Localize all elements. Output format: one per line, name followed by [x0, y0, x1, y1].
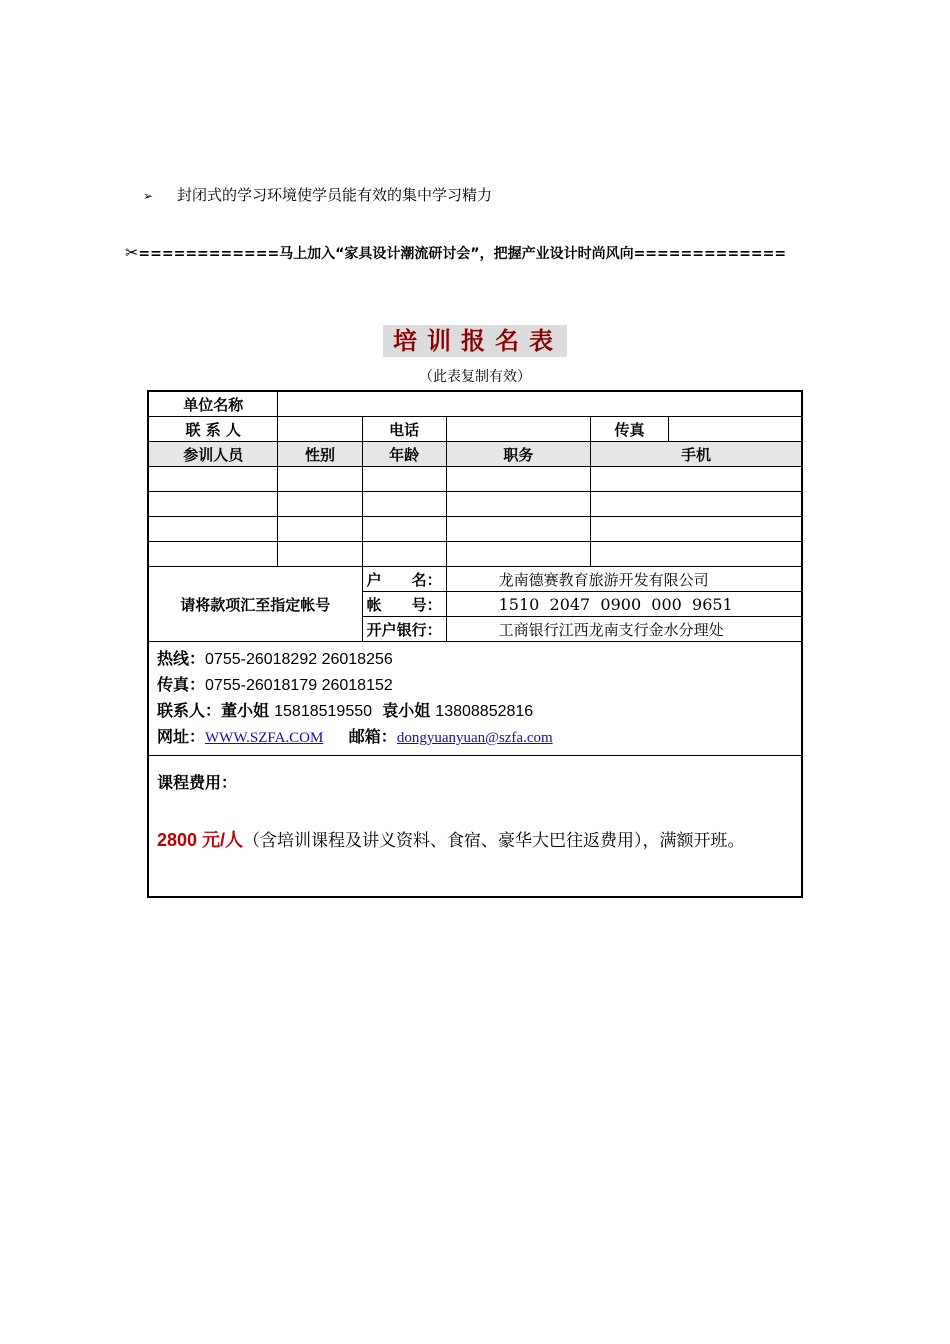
table-row	[148, 542, 802, 567]
mobile-cell[interactable]	[591, 542, 802, 567]
age-cell[interactable]	[362, 517, 446, 542]
contact-row	[148, 417, 802, 442]
payment-label: 请将款项汇至指定帐号	[148, 567, 362, 642]
mobile-cell[interactable]	[591, 517, 802, 542]
account-name-value: 龙南德赛教育旅游开发有限公司	[446, 567, 802, 592]
bank-label: 开户银行：	[362, 617, 446, 642]
phone-label: 电话	[362, 417, 446, 442]
person2-phone: 13808852816	[435, 703, 534, 720]
contact-person-label: 联 系 人	[148, 417, 278, 442]
fee-detail: （含培训课程及讲义资料、食宿、豪华大巴往返费用），满额开班。	[243, 831, 745, 851]
column-header: 性别	[278, 442, 362, 467]
gender-cell[interactable]	[278, 542, 362, 567]
contact-info-cell	[148, 642, 802, 756]
participant-name-cell[interactable]	[148, 492, 278, 517]
registration-table	[147, 390, 803, 898]
hotline-line	[157, 646, 793, 672]
age-cell[interactable]	[362, 467, 446, 492]
column-header: 年龄	[362, 442, 446, 467]
mobile-cell[interactable]	[591, 492, 802, 517]
unit-name-label: 单位名称	[148, 391, 278, 417]
phone-field[interactable]	[446, 417, 591, 442]
column-header: 职务	[446, 442, 591, 467]
column-header: 手机	[591, 442, 802, 467]
web-label: 网址：	[157, 727, 206, 746]
cut-line-text: ============马上加入“家具设计潮流研讨会”，把握产业设计时尚风向=============	[138, 246, 787, 262]
person1-name: 董小姐	[221, 701, 270, 720]
participants-header-row	[148, 442, 802, 467]
table-row	[148, 517, 802, 542]
table-row	[148, 467, 802, 492]
form-subtitle: （此表复制有效）	[419, 369, 531, 385]
fee-cell	[148, 756, 802, 898]
web-email-line	[157, 724, 793, 751]
position-cell[interactable]	[446, 542, 591, 567]
contact-fax-label: 传真：	[157, 675, 206, 694]
email-link[interactable]: dongyuanyuan@szfa.com	[396, 730, 553, 746]
participant-name-cell[interactable]	[148, 467, 278, 492]
contact-info-row	[148, 642, 802, 756]
contact-person-field[interactable]	[278, 417, 362, 442]
cut-line	[125, 242, 786, 265]
person1-phone: 15818519550	[274, 703, 373, 720]
fee-title: 课程费用：	[157, 775, 238, 792]
age-cell[interactable]	[362, 542, 446, 567]
person2-name: 袁小姐	[382, 701, 431, 720]
gender-cell[interactable]	[278, 492, 362, 517]
participant-name-cell[interactable]	[148, 517, 278, 542]
website-link[interactable]: WWW.SZFA.COM	[205, 730, 324, 746]
gender-cell[interactable]	[278, 517, 362, 542]
bullet-line	[143, 184, 492, 207]
account-no-value: 1510 2047 0900 000 9651	[446, 592, 802, 617]
arrow-bullet-icon: ➢	[143, 189, 154, 203]
contact-person-line	[157, 698, 793, 724]
position-cell[interactable]	[446, 517, 591, 542]
fee-row	[148, 756, 802, 898]
hotline-label: 热线：	[157, 649, 206, 668]
unit-name-field[interactable]	[278, 391, 802, 417]
fee-line	[157, 815, 793, 866]
fax-field[interactable]	[669, 417, 803, 442]
gender-cell[interactable]	[278, 467, 362, 492]
payment-row-account-name	[148, 567, 802, 592]
fax-line	[157, 672, 793, 698]
bank-value: 工商银行江西龙南支行金水分理处	[446, 617, 802, 642]
contact-label: 联系人：	[157, 701, 222, 720]
position-cell[interactable]	[446, 467, 591, 492]
account-no-label: 帐 号：	[362, 592, 446, 617]
age-cell[interactable]	[362, 492, 446, 517]
account-name-label: 户 名：	[362, 567, 446, 592]
hotline-value: 0755-26018292 26018256	[205, 651, 393, 668]
position-cell[interactable]	[446, 492, 591, 517]
fax-label: 传真	[591, 417, 669, 442]
contact-fax-value: 0755-26018179 26018152	[205, 677, 393, 694]
mobile-cell[interactable]	[591, 467, 802, 492]
form-title: 培训报名表	[383, 325, 567, 357]
column-header: 参训人员	[148, 442, 278, 467]
bullet-text: 封闭式的学习环境使学员能有效的集中学习精力	[177, 186, 493, 204]
scissors-icon: ✂	[125, 243, 139, 262]
email-label: 邮箱：	[348, 727, 397, 746]
fee-price: 2800 元/人	[157, 830, 244, 850]
participant-name-cell[interactable]	[148, 542, 278, 567]
unit-name-row	[148, 391, 802, 417]
table-row	[148, 492, 802, 517]
